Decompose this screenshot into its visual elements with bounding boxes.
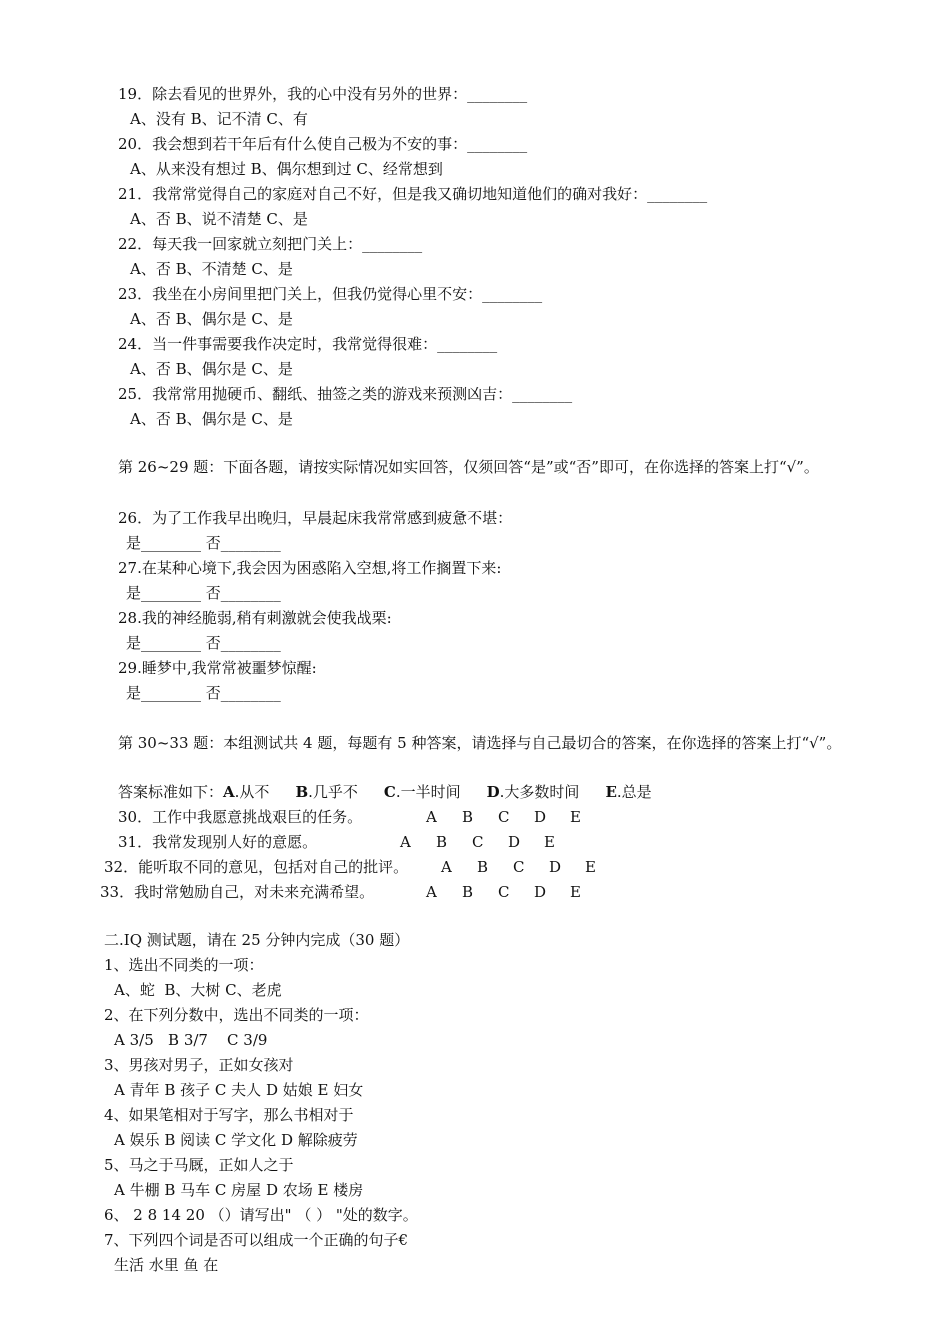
iq-answer-1: A、蛇 B、大树 C、老虎 (114, 981, 282, 999)
question-25: 25．我常常用抛硬币、翻纸、抽签之类的游戏来预测凶吉：________ (118, 385, 573, 403)
iq-question-7: 7、下列四个词是否可以组成一个正确的句子€ (104, 1231, 409, 1249)
iq-question-2: 2、在下列分数中，选出不同类的一项： (104, 1006, 369, 1024)
standard-c: C.一半时间 (383, 783, 461, 801)
iq-question-6: 6、 2 8 14 20 （）请写出" （ ） "处的数字。 (104, 1206, 418, 1224)
answer-standards (118, 782, 652, 802)
options-30: A B C D E (426, 808, 581, 826)
question-31: 31．我常发现别人好的意愿。 (118, 833, 318, 851)
iq-question-5: 5、马之于马厩，正如人之于 (104, 1156, 294, 1174)
options-33: A B C D E (426, 883, 581, 901)
yes-no-26: 是________ 否________ (126, 534, 281, 552)
iq-question-4: 4、如果笔相对于写字，那么书相对于 (104, 1106, 354, 1124)
question-32: 32．能听取不同的意见，包括对自己的批评。 (104, 858, 409, 876)
question-22: 22．每天我一回家就立刻把门关上：________ (118, 235, 423, 253)
question-29: 29.睡梦中,我常常被噩梦惊醒: (118, 659, 317, 677)
answer-23: A、否 B、偶尔是 C、是 (130, 310, 293, 328)
iq-answer-3: A 青年 B 孩子 C 夫人 D 姑娘 E 妇女 (114, 1081, 364, 1099)
standards-label: 答案标准如下： (118, 783, 224, 801)
iq-question-3: 3、男孩对男子，正如女孩对 (104, 1056, 294, 1074)
answer-25: A、否 B、偶尔是 C、是 (130, 410, 293, 428)
section-26-29-intro: 第 26~29 题：下面各题，请按实际情况如实回答，仅须回答“是”或“否”即可，在你选择的答案上打“√”。 (118, 458, 819, 476)
standard-b: B.几乎不 (295, 783, 358, 801)
iq-answer-5: A 牛棚 B 马车 C 房屋 D 农场 E 楼房 (114, 1181, 364, 1199)
answer-21: A、否 B、说不清楚 C、是 (130, 210, 308, 228)
yes-no-28: 是________ 否________ (126, 634, 281, 652)
question-19: 19．除去看见的世界外，我的心中没有另外的世界：________ (118, 85, 528, 103)
yes-no-29: 是________ 否________ (126, 684, 281, 702)
question-27: 27.在某种心境下,我会因为困惑陷入空想,将工作搁置下来: (118, 559, 502, 577)
question-21: 21．我常常觉得自己的家庭对自己不好，但是我又确切地知道他们的确对我好：________ (118, 185, 708, 203)
question-20: 20．我会想到若干年后有什么使自己极为不安的事：________ (118, 135, 528, 153)
options-32: A B C D E (441, 858, 596, 876)
question-28: 28.我的神经脆弱,稍有刺激就会使我战栗: (118, 609, 392, 627)
iq-answer-7: 生活 水里 鱼 在 (114, 1256, 219, 1274)
iq-question-1: 1、选出不同类的一项： (104, 956, 264, 974)
section-30-33-intro: 第 30~33 题：本组测试共 4 题，每题有 5 种答案，请选择与自己最切合的答案，在你选择的答案上打“√”。 (118, 734, 842, 752)
standard-e: E.总是 (605, 783, 652, 801)
question-33: 33．我时常勉励自己，对未来充满希望。 (100, 883, 375, 901)
question-30: 30．工作中我愿意挑战艰巨的任务。 (118, 808, 363, 826)
iq-answer-2: A 3/5 B 3/7 C 3/9 (114, 1031, 268, 1049)
question-24: 24．当一件事需要我作决定时，我常觉得很难：________ (118, 335, 498, 353)
answer-20: A、从来没有想过 B、偶尔想到过 C、经常想到 (130, 160, 443, 178)
question-23: 23．我坐在小房间里把门关上，但我仍觉得心里不安：________ (118, 285, 543, 303)
answer-22: A、否 B、不清楚 C、是 (130, 260, 293, 278)
answer-19: A、没有 B、记不清 C、有 (130, 110, 308, 128)
yes-no-27: 是________ 否________ (126, 584, 281, 602)
answer-24: A、否 B、偶尔是 C、是 (130, 360, 293, 378)
iq-section-title: 二.IQ 测试题，请在 25 分钟内完成（30 题） (104, 931, 410, 949)
options-31: A B C D E (400, 833, 555, 851)
question-26: 26．为了工作我早出晚归，早晨起床我常常感到疲惫不堪： (118, 509, 513, 527)
iq-answer-4: A 娱乐 B 阅读 C 学文化 D 解除疲劳 (114, 1131, 358, 1149)
standard-d: D.大多数时间 (486, 783, 580, 801)
standard-a: A.从不 (223, 783, 270, 801)
